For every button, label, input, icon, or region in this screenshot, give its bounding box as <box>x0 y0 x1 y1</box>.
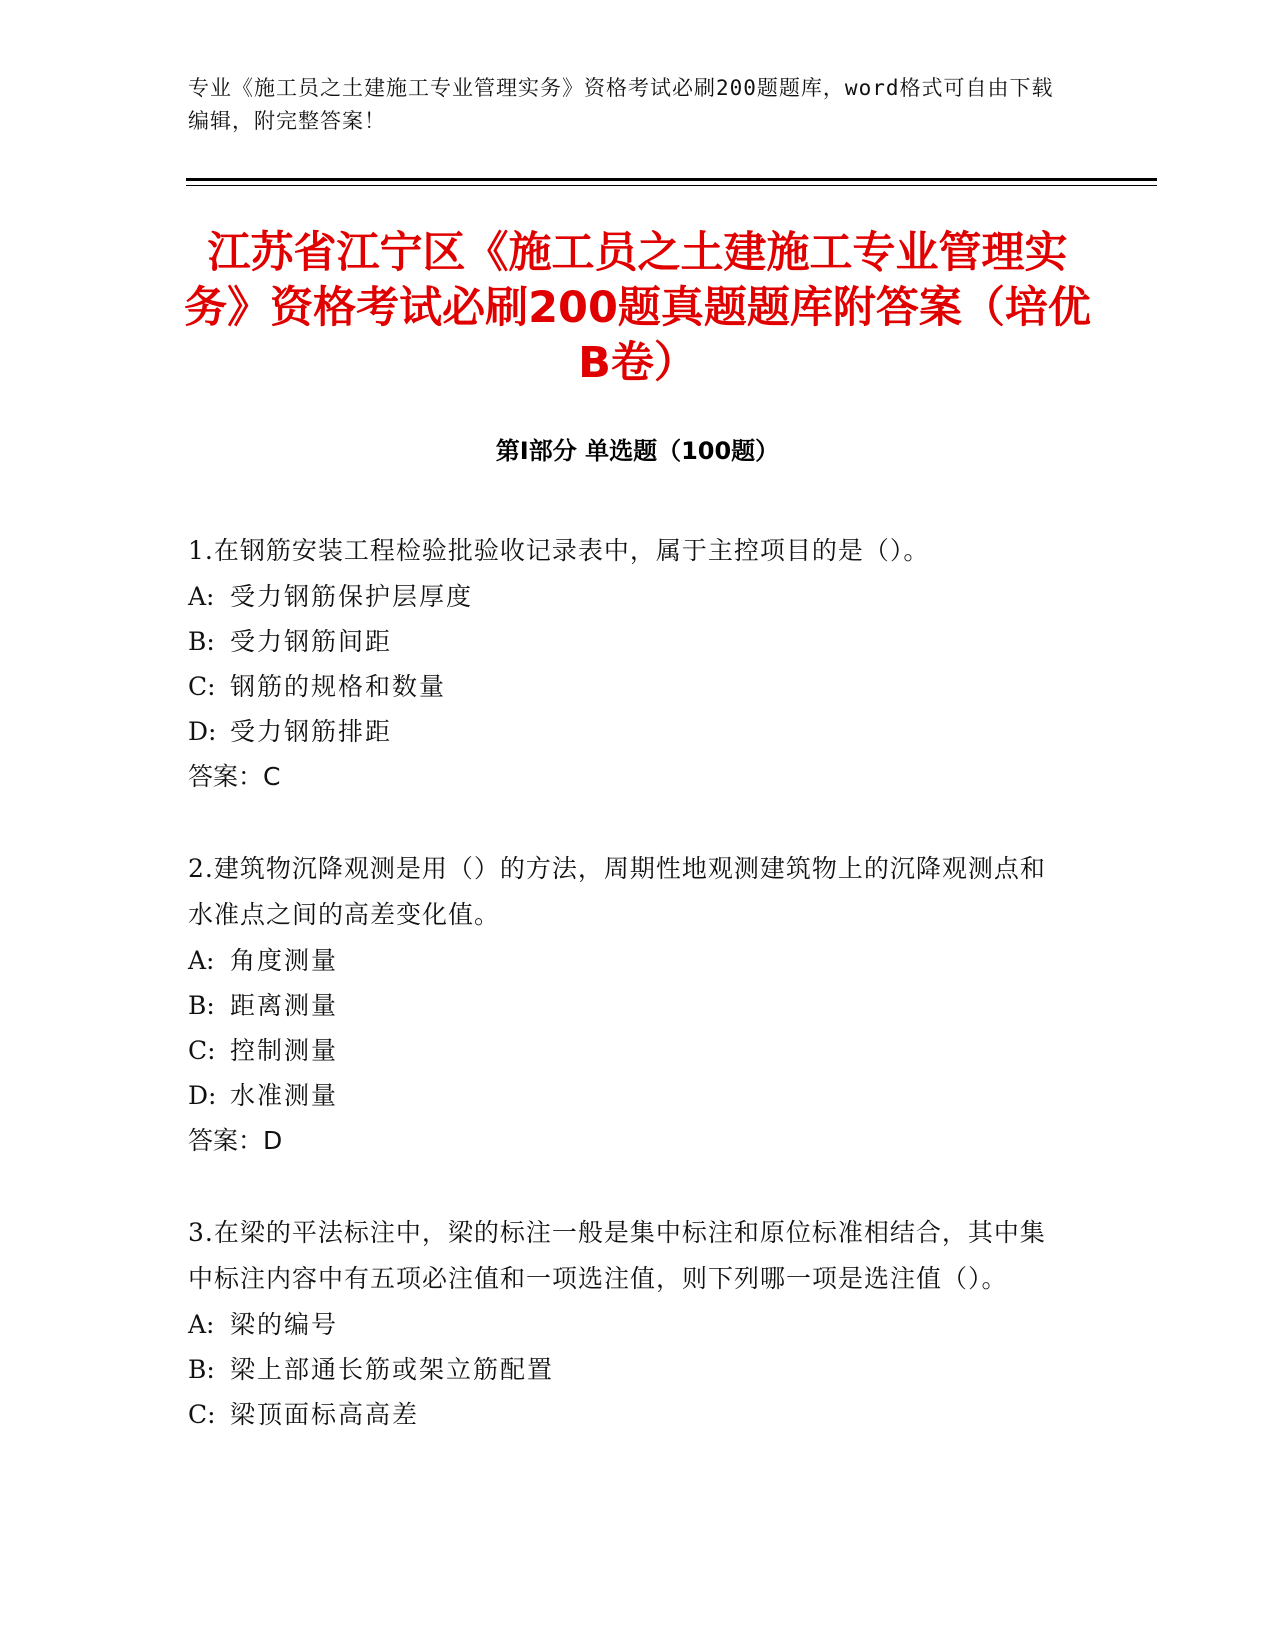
option-text: 受力钢筋保护层厚度 <box>230 582 474 611</box>
section-title: 第Ⅰ部分 单选题（100题） <box>495 437 780 465</box>
option-d <box>188 1073 1058 1118</box>
document-title: 江苏省江宁区《施工员之土建施工专业管理实务》资格考试必刷200题真题题库附答案（培优B卷） <box>184 228 1091 388</box>
question-stem: 1.在钢筋安装工程检验批验收记录表中，属于主控项目的是（）。 <box>188 536 930 565</box>
option-text: 梁顶面标高高差 <box>230 1400 420 1429</box>
option-letter: C: <box>188 1400 216 1429</box>
header-note: 专业《施工员之土建施工专业管理实务》资格考试必刷200题题库，word格式可自由下载编辑，附完整答案！ <box>188 76 1054 133</box>
option-text: 梁上部通长筋或架立筋配置 <box>230 1355 555 1384</box>
option-letter: C: <box>188 1036 216 1065</box>
option-letter: B: <box>188 991 215 1020</box>
answer-line: 答案：D <box>188 1126 283 1155</box>
option-letter: A: <box>188 1310 215 1339</box>
option-b <box>188 1347 1058 1392</box>
question-stem: 2.建筑物沉降观测是用（）的方法，周期性地观测建筑物上的沉降观测点和水准点之间的高差变化值。 <box>188 854 1046 929</box>
option-c <box>188 1028 1058 1073</box>
option-text: 受力钢筋排距 <box>230 717 393 746</box>
option-letter: D: <box>188 717 217 746</box>
option-b <box>188 983 1058 1028</box>
option-text: 控制测量 <box>230 1036 339 1065</box>
option-letter: D: <box>188 1081 217 1110</box>
question-list <box>188 528 1058 1483</box>
option-c <box>188 664 1058 709</box>
option-letter: A: <box>188 946 215 975</box>
option-a <box>188 1302 1058 1347</box>
header-rule-thin <box>186 185 1157 186</box>
option-text: 梁的编号 <box>230 1310 339 1339</box>
option-text: 受力钢筋间距 <box>230 627 393 656</box>
option-letter: C: <box>188 672 216 701</box>
option-text: 水准测量 <box>230 1081 339 1110</box>
option-a <box>188 574 1058 619</box>
option-c <box>188 1392 1058 1437</box>
option-b <box>188 619 1058 664</box>
question-1 <box>188 528 1058 800</box>
option-text: 钢筋的规格和数量 <box>230 672 447 701</box>
option-d <box>188 709 1058 754</box>
question-3 <box>188 1210 1058 1437</box>
option-a <box>188 938 1058 983</box>
option-letter: B: <box>188 1355 215 1384</box>
question-stem: 3.在梁的平法标注中，梁的标注一般是集中标注和原位标准相结合，其中集中标注内容中有五项必注值和一项选注值，则下列哪一项是选注值（）。 <box>188 1218 1046 1293</box>
option-text: 距离测量 <box>230 991 339 1020</box>
option-letter: B: <box>188 627 215 656</box>
answer-line: 答案：C <box>188 762 281 791</box>
option-text: 角度测量 <box>230 946 339 975</box>
option-letter: A: <box>188 582 215 611</box>
question-2 <box>188 846 1058 1164</box>
header-rule-thick <box>186 178 1157 181</box>
